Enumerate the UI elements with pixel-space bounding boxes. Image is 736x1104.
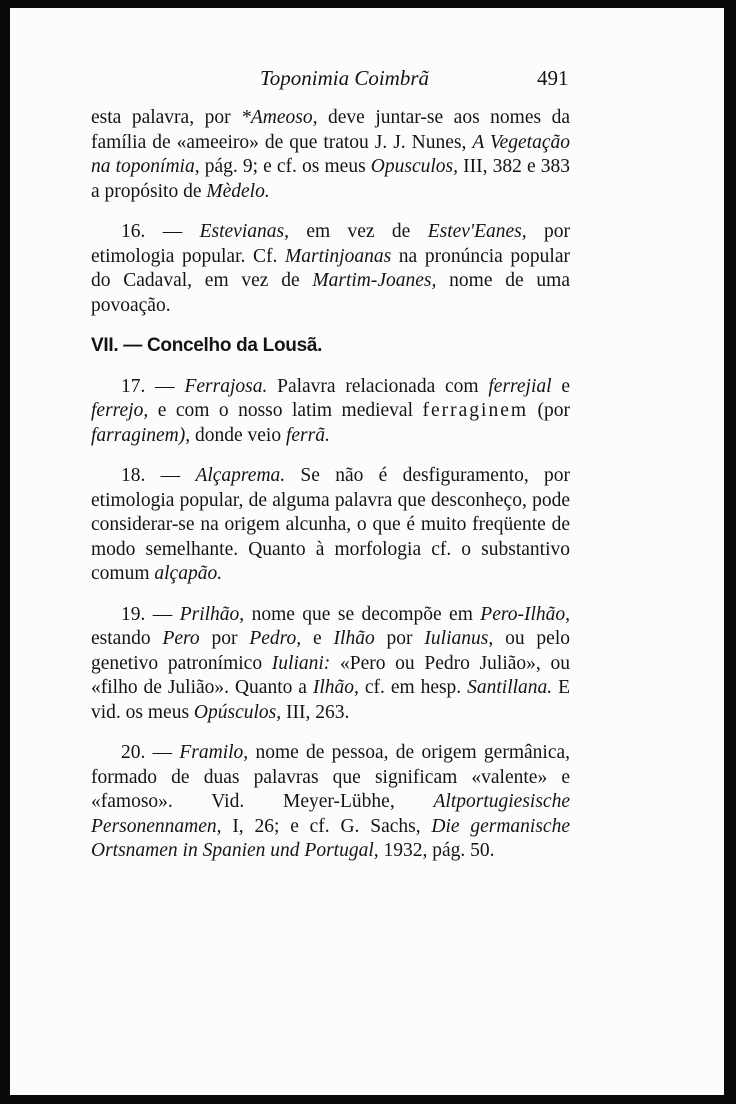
italic-term: farraginem),	[91, 424, 191, 446]
book-title: A Vegetação na toponímia,	[91, 131, 570, 177]
book-title: Die germanische Ortsnamen in Spanien und Portugal,	[91, 815, 570, 861]
text-run: por	[374, 628, 425, 649]
text-run: nome de uma povoação.	[91, 270, 570, 316]
text-run: por	[199, 628, 250, 649]
text-run: estando	[91, 628, 163, 649]
paragraph-continuation	[91, 106, 570, 204]
entry-17	[91, 375, 570, 449]
text-run: pág. 9; e cf. os meus	[199, 156, 371, 177]
text-run: e	[301, 628, 334, 649]
entry-headword: Alçaprema.	[195, 465, 286, 486]
text-run: nome que se decompõe em	[244, 603, 481, 625]
text-run: ou pelo genetivo patronímico	[91, 628, 571, 674]
italic-term: Martim-Joanes,	[312, 270, 437, 291]
italic-term: Pedro,	[249, 628, 302, 649]
book-title: Opusculos,	[370, 156, 458, 177]
text-run: Se não é desfiguramento, por etimologia popular, de alguma palavra que desconheço, pode considerar-se na origem alcunha, o que é muito freqüente de modo semelhante. Quanto à morfologia cf. o substantivo comum	[91, 465, 571, 584]
page-body	[91, 106, 570, 880]
text-run: cf. em hesp.	[358, 677, 468, 698]
text-run: Palavra relacionada com	[267, 375, 489, 397]
running-title: Toponimia Coimbrã	[260, 66, 430, 90]
text-run: e	[551, 375, 571, 397]
entry-headword: Ferrajosa.	[184, 375, 268, 397]
italic-term: Santillana.	[467, 677, 553, 698]
entry-18	[91, 464, 570, 587]
entry-16	[91, 220, 570, 318]
italic-term: Estev'Eanes,	[427, 221, 527, 242]
entry-headword: Framilo,	[179, 742, 249, 763]
italic-term: alçapão.	[154, 563, 223, 584]
text-run: E vid. os meus	[91, 677, 570, 723]
italic-term: Pero	[162, 628, 200, 649]
italic-term: Mèdelo.	[206, 180, 270, 202]
italic-term: ferrejo,	[91, 400, 149, 421]
book-page	[10, 8, 724, 1095]
italic-term: Iuliani:	[271, 652, 331, 674]
entry-19	[91, 603, 570, 726]
book-title: Opúsculos,	[193, 701, 282, 723]
text-run: deve juntar-se aos nomes da família de «ameeiro» de que tratou J. J. Nunes,	[91, 107, 571, 153]
italic-term: ferrejial	[488, 375, 552, 397]
italic-term: ferrã.	[285, 424, 330, 446]
text-run: I, 26; e cf. G. Sachs,	[221, 815, 432, 837]
section-heading: VII. — Concelho da Lousã.	[91, 335, 323, 356]
entry-headword: Prilhão,	[179, 603, 245, 625]
italic-term: *Ameoso,	[241, 107, 318, 128]
text-run: esta palavra, por	[91, 107, 242, 128]
book-title: Altportugiesische Personennamen,	[91, 791, 570, 837]
text-run: em vez de	[288, 221, 428, 242]
text-run: «Pero ou Pedro Julião», ou «filho de Julião». Quanto a	[91, 652, 570, 698]
entry-number: 18. —	[121, 465, 196, 486]
text-run: na pronúncia popular do Cadaval, em vez de	[91, 245, 570, 291]
italic-term: Ilhão,	[312, 677, 359, 698]
entry-number: 16. —	[121, 221, 200, 242]
text-run: III, 263.	[281, 701, 350, 723]
text-run: donde veio	[190, 424, 286, 446]
text-run: 1932, pág. 50.	[378, 840, 495, 861]
entry-20	[91, 741, 570, 864]
text-run: III, 382 e 383 a propósito de	[91, 156, 570, 202]
page-header	[10, 66, 724, 96]
page-number: 491	[537, 66, 569, 90]
entry-number: 19. —	[121, 603, 180, 625]
text-run: (por	[528, 400, 570, 421]
italic-term: Martinjoanas	[285, 245, 392, 267]
text-run: por etimologia popular. Cf.	[91, 221, 570, 267]
text-run: nome de pessoa, de origem germânica, formado de duas palavras que significam «valente» e «famoso». Vid. Meyer-Lübhe,	[91, 742, 571, 812]
italic-term: Pero-Ilhão,	[480, 603, 570, 625]
entry-headword: Estevianas,	[199, 221, 289, 242]
text-run: e com o nosso latim medieval	[148, 400, 423, 421]
italic-term: Iulianus,	[424, 628, 494, 649]
spaced-term: ferraginem	[422, 400, 529, 421]
italic-term: Ilhão	[333, 628, 375, 649]
entry-number: 17. —	[121, 375, 185, 397]
entry-number: 20. —	[121, 742, 180, 763]
